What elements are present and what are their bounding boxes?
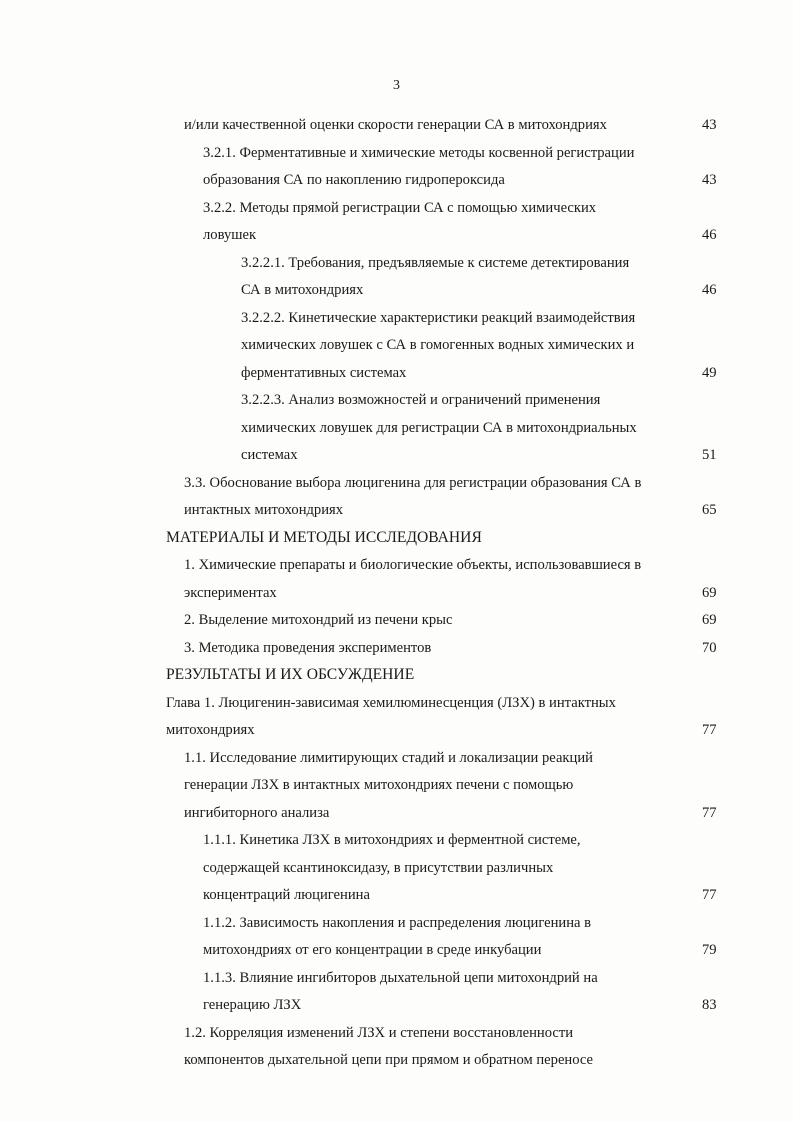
toc-line-text: генерации ЛЗХ в интактных митохондриях печени с помощью: [184, 777, 574, 793]
toc-page-number: 46: [702, 282, 717, 298]
toc-line: [0, 142, 793, 164]
toc-line: [0, 114, 793, 136]
toc-line-text: 1.1.1. Кинетика ЛЗХ в митохондриях и ферментной системе,: [203, 832, 581, 848]
toc-line-text: 3.2.2.2. Кинетические характеристики реакций взаимодействия: [241, 309, 636, 326]
toc-line: [0, 417, 793, 439]
toc-line: [0, 444, 793, 466]
toc-line-text: 1.1. Исследование лимитирующих стадий и локализации реакций: [184, 749, 593, 766]
toc-line-text: ловушек: [203, 227, 257, 243]
toc-line-text: 1.1.2. Зависимость накопления и распределения люцигенина в: [203, 914, 592, 931]
toc-line: [0, 224, 793, 246]
toc-line-text: 1.2. Корреляция изменений ЛЗХ и степени восстановленности: [184, 1024, 574, 1041]
toc-line-text: ингибиторного анализа: [184, 804, 330, 821]
toc-line-text: системах: [241, 447, 298, 463]
toc-section-heading: [0, 664, 793, 686]
toc-line: [0, 802, 793, 824]
toc-line-text: 1.1.3. Влияние ингибиторов дыхательной цепи митохондрий на: [203, 969, 598, 986]
toc-line: [0, 829, 793, 851]
toc-line: [0, 994, 793, 1016]
toc-line: [0, 939, 793, 961]
toc-line: [0, 857, 793, 879]
toc-page-number: 43: [702, 172, 717, 188]
toc-page-number: 69: [702, 612, 717, 628]
toc-page-number: 70: [702, 639, 717, 656]
toc-line-text: СА в митохондриях: [241, 282, 364, 298]
toc-line-text: 3.2.2. Методы прямой регистрации СА с помощью химических: [203, 199, 597, 216]
toc-line: [0, 747, 793, 769]
toc-line-text: химических ловушек с СА в гомогенных водных химических и: [241, 337, 635, 353]
toc-line-text: и/или качественной оценки скорости генерации СА в митохондриях: [184, 117, 607, 133]
toc-line-text: митохондриях: [166, 722, 255, 738]
toc-line: [0, 307, 793, 329]
toc-page-number: 65: [702, 502, 717, 518]
toc-line-text: МАТЕРИАЛЫ И МЕТОДЫ ИССЛЕДОВАНИЯ: [166, 528, 482, 546]
toc-page-number: 77: [702, 887, 717, 903]
toc-page-number: 83: [702, 997, 717, 1013]
toc-line: [0, 637, 793, 659]
toc-line: [0, 582, 793, 604]
page-number: 3: [393, 78, 400, 93]
toc-line: [0, 692, 793, 714]
toc-line-text: генерацию ЛЗХ: [203, 997, 302, 1013]
toc-line: [0, 884, 793, 906]
toc-line-text: концентраций люцигенина: [203, 887, 370, 903]
toc-line-text: интактных митохондриях: [184, 502, 344, 518]
toc-line: [0, 967, 793, 989]
toc-line-text: Глава 1. Люцигенин-зависимая хемилюминесценция (ЛЗХ) в интактных: [166, 694, 616, 711]
toc-line-text: 3.2.1. Ферментативные и химические методы косвенной регистрации: [203, 144, 635, 161]
toc-line-text: ферментативных системах: [241, 364, 407, 381]
toc-line: [0, 719, 793, 741]
toc-line: [0, 197, 793, 219]
toc-line-text: 3. Методика проведения экспериментов: [184, 639, 432, 656]
toc-page-number: 79: [702, 942, 717, 958]
toc-line-text: экспериментах: [184, 584, 277, 601]
toc-line-text: 3.3. Обоснование выбора люцигенина для регистрации образования СА в: [184, 474, 642, 491]
toc-line: [0, 1049, 793, 1071]
toc-line-text: образования СА по накоплению гидропероксида: [203, 172, 505, 188]
toc-section-heading: [0, 527, 793, 549]
toc-page-number: 46: [702, 227, 717, 243]
toc-line: [0, 252, 793, 274]
toc-line-text: 3.2.2.1. Требования, предъявляемые к системе детектирования: [241, 254, 630, 271]
toc-line: [0, 472, 793, 494]
toc-line: [0, 499, 793, 521]
toc-line: [0, 334, 793, 356]
toc-line-text: компонентов дыхательной цепи при прямом и обратном переносе: [184, 1052, 594, 1068]
toc-page-number: 77: [702, 804, 717, 821]
toc-line-text: 3.2.2.3. Анализ возможностей и ограничений применения: [241, 392, 601, 408]
toc-line: [0, 389, 793, 411]
toc-line-text: 2. Выделение митохондрий из печени крыс: [184, 612, 453, 628]
toc-line-text: 1. Химические препараты и биологические объекты, использовавшиеся в: [184, 557, 642, 573]
toc-line: [0, 169, 793, 191]
toc-page-number: 43: [702, 117, 717, 133]
toc-line-text: содержащей ксантиноксидазу, в присутствии различных: [203, 859, 554, 876]
toc-page-number: 77: [702, 722, 717, 738]
toc-line-text: химических ловушек для регистрации СА в митохондриальных: [241, 419, 637, 436]
toc-line: [0, 554, 793, 576]
toc-page-number: 49: [702, 364, 717, 381]
toc-line: [0, 362, 793, 384]
toc-line: [0, 1022, 793, 1044]
toc-page-number: 51: [702, 447, 717, 463]
toc-line-text: РЕЗУЛЬТАТЫ И ИХ ОБСУЖДЕНИЕ: [166, 666, 415, 683]
toc-line-text: митохондриях от его концентрации в среде инкубации: [203, 942, 542, 958]
toc-line: [0, 912, 793, 934]
toc-line: [0, 609, 793, 631]
toc-line: [0, 279, 793, 301]
toc-line: [0, 774, 793, 796]
toc-page-number: 69: [702, 584, 717, 601]
